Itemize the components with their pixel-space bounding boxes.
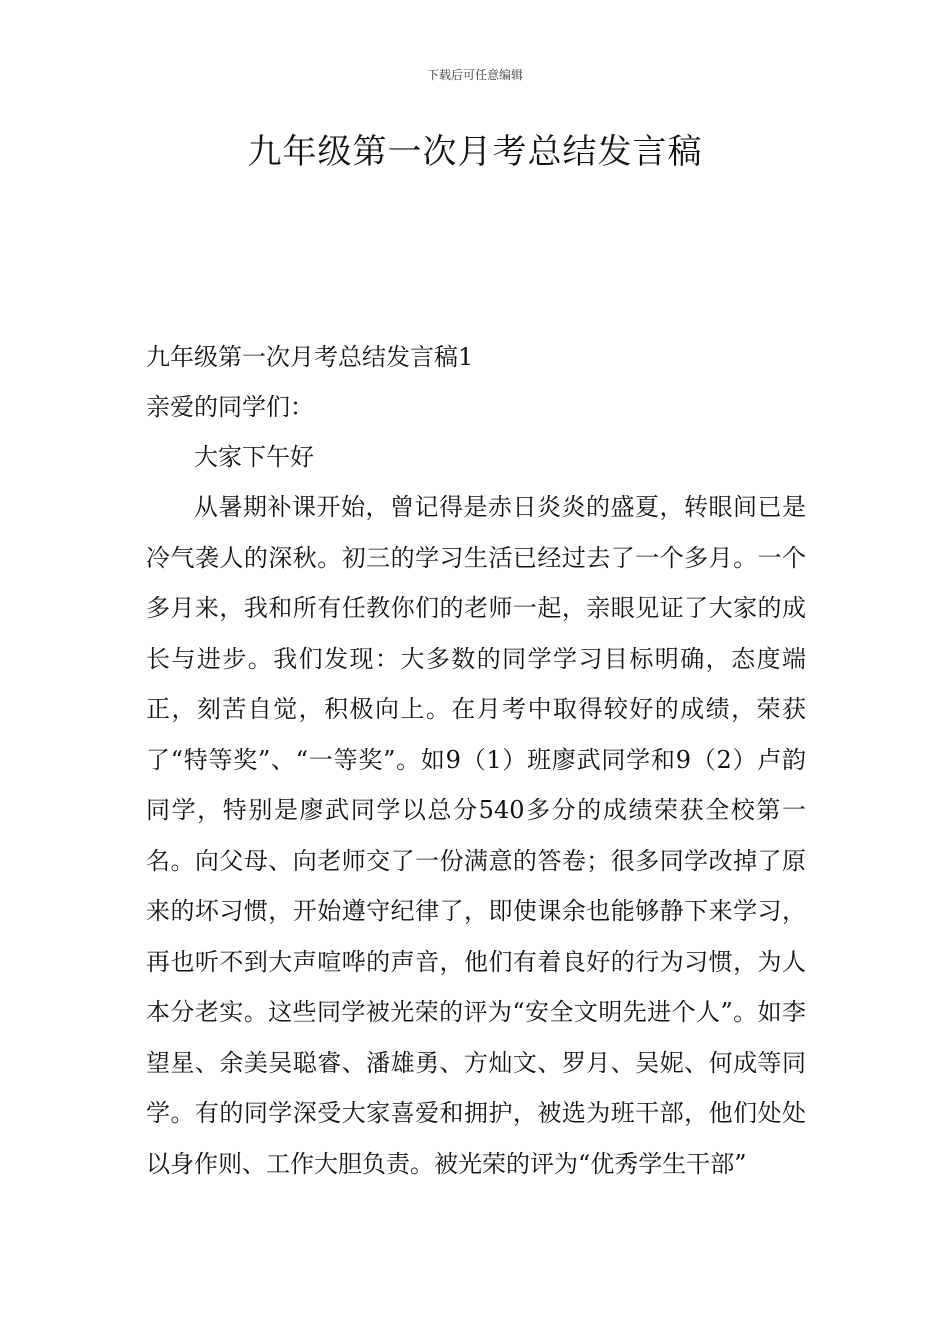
section-heading: 九年级第一次月考总结发言稿1 <box>146 343 474 371</box>
body-paragraph: 从暑期补课开始，曾记得是赤日炎炎的盛夏，转眼间已是冷气袭人的深秋。初三的学习生活已经过去了一个多月。一个多月来，我和所有任教你们的老师一起，亲眼见证了大家的成长与进步。我们发现：大多数的同学学习目标明确，态度端正，刻苦自觉，积极向上。在月考中取得较好的成绩，荣获了“特等奖”、“一等奖”。如9（1）班廖武同学和9（2）卢韵同学，特别是廖武同学以总分540多分的成绩荣获全校第一名。向父母、向老师交了一份满意的答卷；很多同学改掉了原来的坏习惯，开始遵守纪律了，即使课余也能够静下来学习，再也听不到大声喧哗的声音，他们有着良好的行为习惯，为人本分老实。这些同学被光荣的评为“安全文明先进个人”。如李望星、余美吴聪睿、潘雄勇、方灿文、罗月、吴妮、何成等同学。有的同学深受大家喜爱和拥护，被选为班干部，他们处处以身作则、工作大胆负责。被光荣的评为“优秀学生干部” <box>146 493 806 1178</box>
salutation: 亲爱的同学们： <box>146 393 314 421</box>
greeting: 大家下午好 <box>194 443 314 471</box>
document-body <box>146 332 806 1189</box>
header-note: 下载后可任意编辑 <box>426 68 523 82</box>
document-title: 九年级第一次月考总结发言稿 <box>247 132 703 172</box>
